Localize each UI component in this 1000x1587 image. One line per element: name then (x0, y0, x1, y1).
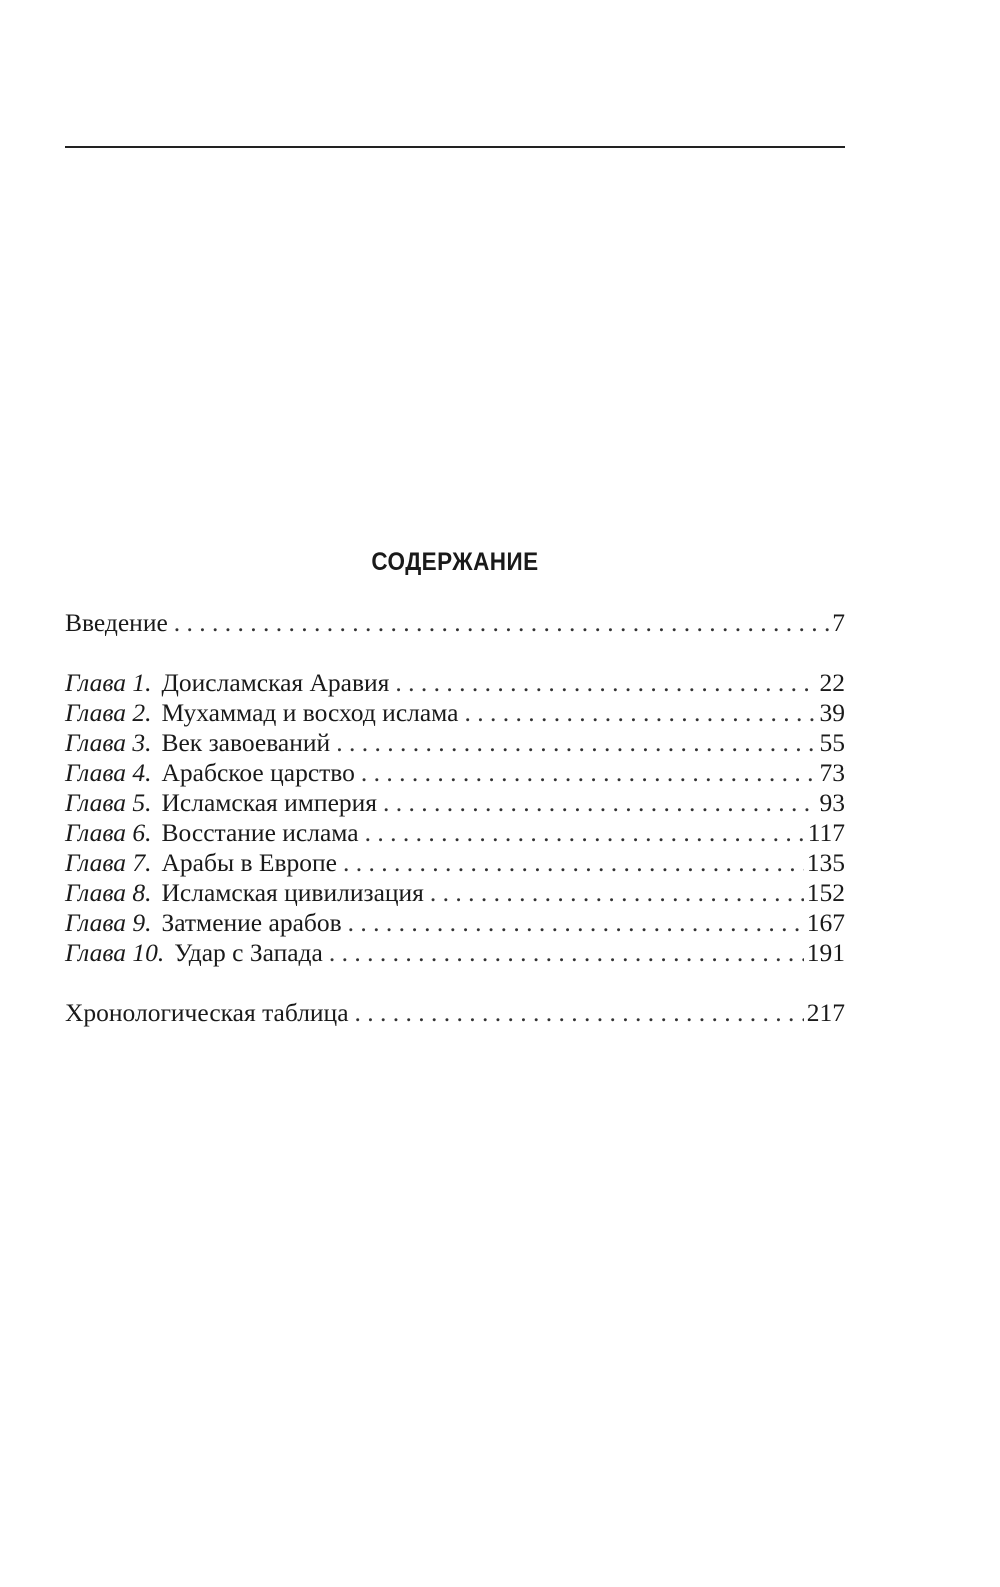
chapter-page: 135 (806, 848, 845, 877)
chapter-page: 39 (819, 698, 845, 727)
toc-entry-page: 217 (806, 998, 845, 1027)
toc-entry-chapter[interactable] (65, 728, 845, 758)
chapter-page: 73 (819, 758, 845, 787)
toc-entry-appendix[interactable] (65, 998, 845, 1028)
chapter-title: Мухаммад и восход ислама (161, 698, 459, 727)
toc-entry-title: Введение (65, 608, 168, 637)
chapter-label: Глава 2. (65, 698, 152, 727)
chapter-title: Арабы в Европе (161, 848, 337, 877)
toc-entry-chapter[interactable] (65, 758, 845, 788)
chapter-label: Глава 10. (65, 938, 165, 967)
chapter-page: 55 (819, 728, 845, 757)
dot-leader (464, 698, 816, 728)
dot-leader (430, 878, 804, 908)
toc-entry-chapter[interactable] (65, 878, 845, 908)
chapter-label: Глава 6. (65, 818, 152, 847)
page-title: СОДЕРЖАНИЕ (371, 548, 539, 576)
chapter-page: 152 (806, 878, 845, 907)
chapter-title: Восстание ислама (161, 818, 359, 847)
chapter-label: Глава 8. (65, 878, 152, 907)
dot-leader (355, 998, 804, 1028)
table-of-contents (65, 608, 845, 1028)
toc-entry-chapter[interactable] (65, 668, 845, 698)
dot-leader (174, 608, 829, 638)
chapter-title: Век завоеваний (161, 728, 331, 757)
chapter-label: Глава 7. (65, 848, 152, 877)
chapter-title: Исламская цивилизация (161, 878, 424, 907)
dot-leader (329, 938, 804, 968)
dot-leader (395, 668, 816, 698)
toc-entry-title: Хронологическая таблица (65, 998, 349, 1027)
dot-leader (365, 818, 805, 848)
spacer (65, 638, 845, 668)
chapter-label: Глава 9. (65, 908, 152, 937)
dot-leader (348, 908, 804, 938)
toc-entry-chapter[interactable] (65, 818, 845, 848)
chapter-title: Исламская империя (161, 788, 378, 817)
toc-entry-chapter[interactable] (65, 698, 845, 728)
toc-entry-chapter[interactable] (65, 938, 845, 968)
chapter-title: Удар с Запада (174, 938, 323, 967)
chapter-label: Глава 3. (65, 728, 152, 757)
chapter-page: 22 (819, 668, 845, 697)
toc-entry-chapter[interactable] (65, 908, 845, 938)
chapter-page: 167 (806, 908, 845, 937)
toc-entry-chapter[interactable] (65, 788, 845, 818)
dot-leader (383, 788, 816, 818)
chapter-title: Доисламская Аравия (161, 668, 390, 697)
chapter-page: 93 (819, 788, 845, 817)
spacer (65, 968, 845, 998)
top-rule (65, 146, 845, 148)
dot-leader (343, 848, 804, 878)
toc-entry-intro[interactable] (65, 608, 845, 638)
chapter-title: Затмение арабов (161, 908, 342, 937)
chapter-label: Глава 4. (65, 758, 152, 787)
toc-entry-chapter[interactable] (65, 848, 845, 878)
chapter-page: 191 (806, 938, 845, 967)
chapter-label: Глава 5. (65, 788, 152, 817)
chapter-label: Глава 1. (65, 668, 152, 697)
toc-entry-page: 7 (832, 608, 845, 637)
dot-leader (336, 728, 816, 758)
dot-leader (361, 758, 817, 788)
chapter-title: Арабское царство (161, 758, 355, 787)
chapter-page: 117 (807, 818, 845, 847)
